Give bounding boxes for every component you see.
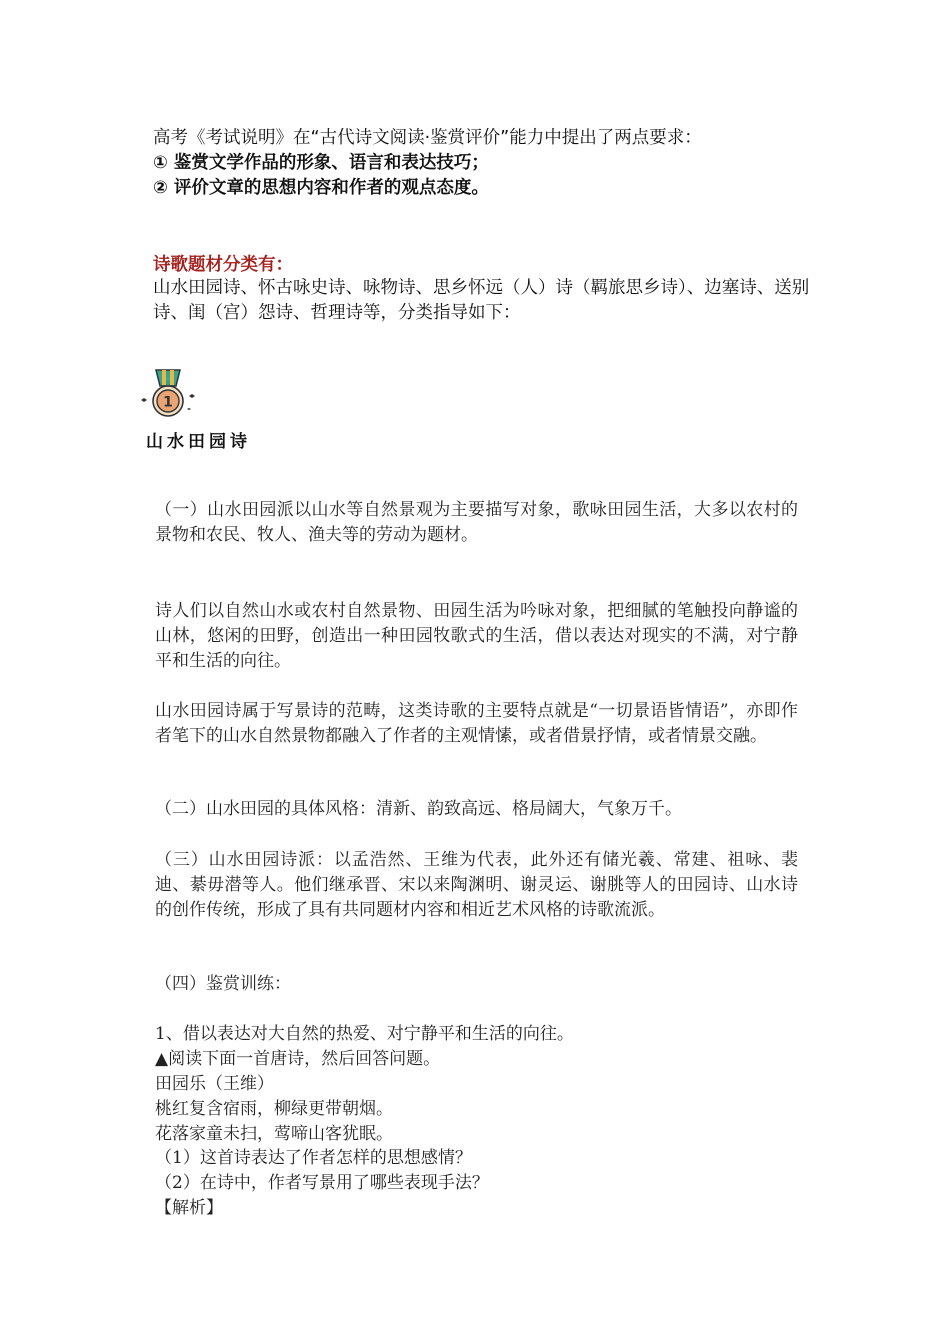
requirement-2: ② 评价文章的思想内容和作者的观点态度。 [153,178,489,198]
poem-line: 花落家童未扫，莺啼山客犹眠。 [155,1124,393,1144]
question-line: （2）在诗中，作者写景用了哪些表现手法？ [155,1173,489,1193]
paragraph-6: （四）鉴赏训练： [155,974,291,994]
paragraph-4: （二）山水田园的具体风格：清新、韵致高远、格局阔大，气象万千。 [155,799,682,819]
paragraph-3: 山水田园诗属于写景诗的范畴，这类诗歌的主要特点就是“一切景语皆情语”，亦即作者笔下的山水自然景物都融入了作者的主观情愫，或者借景抒情，或者情景交融。 [155,701,798,746]
medal-number: 1 [163,394,173,411]
paragraph-1: （一）山水田园派以山水等自然景观为主要描写对象，歌咏田园生活，大多以农村的景物和农民、牧人、渔夫等的劳动为题材。 [155,500,798,545]
exercise-line: 1、借以表达对大自然的热爱、对宁静平和生活的向往。 [155,1024,574,1044]
poem-line: 桃红复含宿雨，柳绿更带朝烟。 [155,1099,393,1119]
category-title: 诗歌题材分类有： [153,255,293,275]
section-heading: 山水田园诗 [146,432,251,452]
paragraph-2: 诗人们以自然山水或农村自然景物、田园生活为吟咏对象，把细腻的笔触投向静谧的山林，悠闲的田野，创造出一种田园牧歌式的生活，借以表达对现实的不满，对宁静平和生活的向往。 [155,601,798,671]
category-body: 山水田园诗、怀古咏史诗、咏物诗、思乡怀远（人）诗（羁旅思乡诗）、边塞诗、送别诗、闺（宫）怨诗、哲理诗等，分类指导如下： [153,278,810,323]
paragraph-5: （三）山水田园诗派：以孟浩然、王维为代表，此外还有储光羲、常建、祖咏、裴迪、綦毋潜等人。他们继承晋、宋以来陶渊明、谢灵运、谢朓等人的田园诗、山水诗的创作传统，形成了具有共同题材内容和相近艺术风格的诗歌流派。 [155,850,798,920]
analysis-label: 【解析】 [155,1198,223,1218]
intro-line: 高考《考试说明》在“古代诗文阅读·鉴赏评价”能力中提出了两点要求： [153,128,702,148]
requirement-1: ① 鉴赏文学作品的形象、语言和表达技巧； [153,153,489,173]
poem-title: 田园乐（王维） [155,1074,274,1094]
question-line: （1）这首诗表达了作者怎样的思想感情？ [155,1148,472,1168]
intro-block [153,126,813,201]
exercise-line: ▲阅读下面一首唐诗，然后回答问题。 [155,1049,441,1069]
medal-number-1-icon [140,368,196,420]
